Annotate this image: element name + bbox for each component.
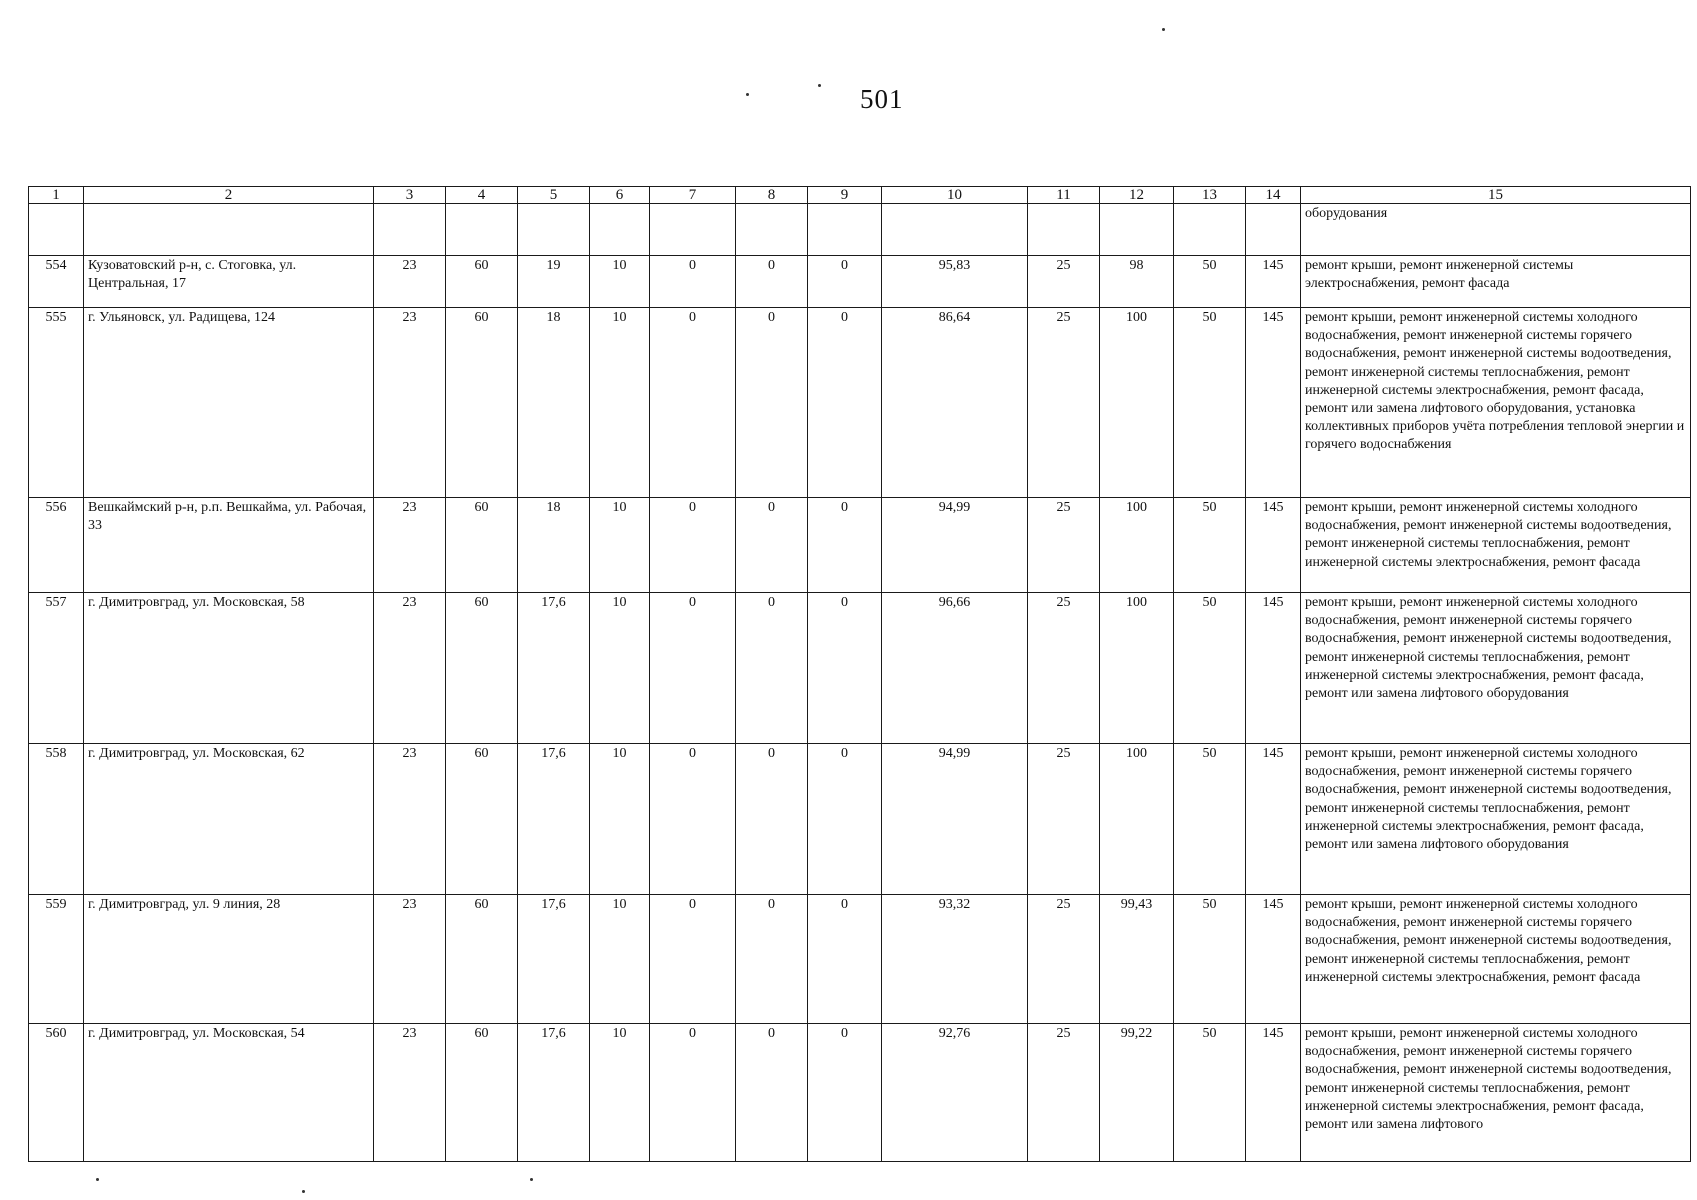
table-cell — [84, 204, 374, 256]
value-cell: 145 — [1246, 744, 1301, 895]
value-cell: 0 — [736, 256, 808, 308]
value-cell: 100 — [1100, 308, 1174, 498]
value-cell: 18 — [518, 308, 590, 498]
value-cell: 99,43 — [1100, 895, 1174, 1024]
table-row — [29, 1024, 1691, 1162]
table-row — [29, 895, 1691, 1024]
value-cell: 60 — [446, 744, 518, 895]
value-cell: 0 — [650, 256, 736, 308]
table-cell — [374, 204, 446, 256]
table-cell — [518, 204, 590, 256]
value-cell: 10 — [590, 1024, 650, 1162]
value-cell: 92,76 — [882, 1024, 1028, 1162]
table-cell — [736, 204, 808, 256]
value-cell: 86,64 — [882, 308, 1028, 498]
value-cell: 10 — [590, 308, 650, 498]
value-cell: 145 — [1246, 593, 1301, 744]
column-header: 3 — [374, 187, 446, 204]
value-cell: 98 — [1100, 256, 1174, 308]
value-cell: 0 — [736, 895, 808, 1024]
table-cell — [1028, 204, 1100, 256]
column-header: 15 — [1301, 187, 1691, 204]
scan-speck — [530, 1178, 533, 1181]
table-cell — [1174, 204, 1246, 256]
column-header: 6 — [590, 187, 650, 204]
value-cell: 50 — [1174, 1024, 1246, 1162]
value-cell: 10 — [590, 744, 650, 895]
value-cell: 0 — [650, 593, 736, 744]
address-cell: г. Димитровград, ул. Московская, 54 — [84, 1024, 374, 1162]
value-cell: 25 — [1028, 256, 1100, 308]
table-row — [29, 593, 1691, 744]
scan-speck — [1162, 28, 1165, 31]
value-cell: 60 — [446, 593, 518, 744]
table-cell — [650, 204, 736, 256]
value-cell: 17,6 — [518, 895, 590, 1024]
column-header: 1 — [29, 187, 84, 204]
table-cell — [1100, 204, 1174, 256]
value-cell: 0 — [736, 308, 808, 498]
table-cell — [1246, 204, 1301, 256]
works-cell: ремонт крыши, ремонт инженерной системы холодного водоснабжения, ремонт инженерной системы горячего водоснабжения, ремонт инженерной системы водоотведения, ремонт инженерной системы теплоснабжения, ремонт инженерной системы электроснабжения, ремонт фасада, ремонт или замена лифтового оборудования — [1301, 593, 1691, 744]
value-cell: 25 — [1028, 1024, 1100, 1162]
row-number-cell: 560 — [29, 1024, 84, 1162]
value-cell: 94,99 — [882, 744, 1028, 895]
value-cell: 0 — [650, 308, 736, 498]
address-cell: Вешкаймский р-н, р.п. Вешкайма, ул. Рабочая, 33 — [84, 498, 374, 593]
value-cell: 94,99 — [882, 498, 1028, 593]
column-header: 12 — [1100, 187, 1174, 204]
value-cell: 145 — [1246, 498, 1301, 593]
scan-speck — [746, 93, 749, 96]
value-cell: 17,6 — [518, 744, 590, 895]
value-cell: 23 — [374, 256, 446, 308]
value-cell: 25 — [1028, 308, 1100, 498]
row-number-cell: 554 — [29, 256, 84, 308]
value-cell: 23 — [374, 308, 446, 498]
value-cell: 60 — [446, 498, 518, 593]
works-cell: ремонт крыши, ремонт инженерной системы холодного водоснабжения, ремонт инженерной системы горячего водоснабжения, ремонт инженерной системы водоотведения, ремонт инженерной системы теплоснабжения, ремонт инженерной системы электроснабжения, ремонт фасада — [1301, 895, 1691, 1024]
value-cell: 0 — [808, 744, 882, 895]
value-cell: 0 — [808, 256, 882, 308]
value-cell: 23 — [374, 744, 446, 895]
row-number-cell: 557 — [29, 593, 84, 744]
works-cell: ремонт крыши, ремонт инженерной системы холодного водоснабжения, ремонт инженерной системы горячего водоснабжения, ремонт инженерной системы водоотведения, ремонт инженерной системы теплоснабжения, ремонт инженерной системы электроснабжения, ремонт фасада, ремонт или замена лифтового — [1301, 1024, 1691, 1162]
address-cell: Кузоватовский р-н, с. Стоговка, ул. Центральная, 17 — [84, 256, 374, 308]
value-cell: 0 — [650, 1024, 736, 1162]
value-cell: 145 — [1246, 308, 1301, 498]
value-cell: 93,32 — [882, 895, 1028, 1024]
column-header: 14 — [1246, 187, 1301, 204]
address-cell: г. Димитровград, ул. Московская, 62 — [84, 744, 374, 895]
value-cell: 96,66 — [882, 593, 1028, 744]
scan-speck — [818, 84, 821, 87]
column-header: 5 — [518, 187, 590, 204]
value-cell: 18 — [518, 498, 590, 593]
value-cell: 50 — [1174, 498, 1246, 593]
works-cell: оборудования — [1301, 204, 1691, 256]
value-cell: 0 — [808, 1024, 882, 1162]
works-cell: ремонт крыши, ремонт инженерной системы холодного водоснабжения, ремонт инженерной системы горячего водоснабжения, ремонт инженерной системы водоотведения, ремонт инженерной системы теплоснабжения, ремонт инженерной системы электроснабжения, ремонт фасада, ремонт или замена лифтового оборудования, установка коллективных приборов учёта потребления тепловой энергии и горячего водоснабжения — [1301, 308, 1691, 498]
value-cell: 100 — [1100, 498, 1174, 593]
value-cell: 50 — [1174, 895, 1246, 1024]
table-row — [29, 308, 1691, 498]
table-cell — [882, 204, 1028, 256]
column-header: 8 — [736, 187, 808, 204]
value-cell: 145 — [1246, 1024, 1301, 1162]
value-cell: 25 — [1028, 498, 1100, 593]
value-cell: 99,22 — [1100, 1024, 1174, 1162]
address-cell: г. Ульяновск, ул. Радищева, 124 — [84, 308, 374, 498]
value-cell: 0 — [650, 744, 736, 895]
column-header: 9 — [808, 187, 882, 204]
table-cell — [446, 204, 518, 256]
value-cell: 60 — [446, 1024, 518, 1162]
value-cell: 10 — [590, 256, 650, 308]
value-cell: 0 — [650, 498, 736, 593]
value-cell: 95,83 — [882, 256, 1028, 308]
table-cell — [808, 204, 882, 256]
value-cell: 0 — [808, 593, 882, 744]
value-cell: 23 — [374, 593, 446, 744]
column-header: 11 — [1028, 187, 1100, 204]
value-cell: 19 — [518, 256, 590, 308]
table-cell — [590, 204, 650, 256]
capital-repair-table — [28, 186, 1691, 1162]
value-cell: 60 — [446, 256, 518, 308]
scan-speck — [302, 1190, 305, 1193]
row-number-cell: 555 — [29, 308, 84, 498]
value-cell: 50 — [1174, 308, 1246, 498]
value-cell: 10 — [590, 593, 650, 744]
value-cell: 23 — [374, 1024, 446, 1162]
column-header: 4 — [446, 187, 518, 204]
scan-speck — [96, 1178, 99, 1181]
table-body — [29, 187, 1691, 1162]
row-number-cell: 558 — [29, 744, 84, 895]
value-cell: 17,6 — [518, 1024, 590, 1162]
works-cell: ремонт крыши, ремонт инженерной системы холодного водоснабжения, ремонт инженерной системы водоотведения, ремонт инженерной системы теплоснабжения, ремонт инженерной системы электроснабжения, ремонт фасада — [1301, 498, 1691, 593]
column-header: 2 — [84, 187, 374, 204]
column-header: 10 — [882, 187, 1028, 204]
works-cell: ремонт крыши, ремонт инженерной системы электроснабжения, ремонт фасада — [1301, 256, 1691, 308]
value-cell: 10 — [590, 895, 650, 1024]
address-cell: г. Димитровград, ул. Московская, 58 — [84, 593, 374, 744]
value-cell: 0 — [736, 744, 808, 895]
value-cell: 0 — [736, 593, 808, 744]
value-cell: 0 — [808, 895, 882, 1024]
value-cell: 100 — [1100, 744, 1174, 895]
value-cell: 25 — [1028, 895, 1100, 1024]
table-cell — [29, 204, 84, 256]
value-cell: 25 — [1028, 744, 1100, 895]
value-cell: 0 — [808, 498, 882, 593]
value-cell: 50 — [1174, 744, 1246, 895]
works-cell: ремонт крыши, ремонт инженерной системы холодного водоснабжения, ремонт инженерной системы горячего водоснабжения, ремонт инженерной системы водоотведения, ремонт инженерной системы теплоснабжения, ремонт инженерной системы электроснабжения, ремонт фасада, ремонт или замена лифтового оборудования — [1301, 744, 1691, 895]
address-cell: г. Димитровград, ул. 9 линия, 28 — [84, 895, 374, 1024]
value-cell: 60 — [446, 895, 518, 1024]
value-cell: 50 — [1174, 256, 1246, 308]
value-cell: 23 — [374, 498, 446, 593]
column-header-row — [29, 187, 1691, 204]
table-row — [29, 498, 1691, 593]
table-row — [29, 744, 1691, 895]
value-cell: 17,6 — [518, 593, 590, 744]
value-cell: 100 — [1100, 593, 1174, 744]
value-cell: 10 — [590, 498, 650, 593]
continuation-row — [29, 204, 1691, 256]
value-cell: 25 — [1028, 593, 1100, 744]
column-header: 13 — [1174, 187, 1246, 204]
value-cell: 0 — [736, 1024, 808, 1162]
value-cell: 0 — [808, 308, 882, 498]
value-cell: 50 — [1174, 593, 1246, 744]
value-cell: 60 — [446, 308, 518, 498]
value-cell: 145 — [1246, 256, 1301, 308]
table-row — [29, 256, 1691, 308]
row-number-cell: 556 — [29, 498, 84, 593]
value-cell: 23 — [374, 895, 446, 1024]
column-header: 7 — [650, 187, 736, 204]
value-cell: 0 — [736, 498, 808, 593]
value-cell: 145 — [1246, 895, 1301, 1024]
page-number: 501 — [860, 84, 904, 114]
value-cell: 0 — [650, 895, 736, 1024]
row-number-cell: 559 — [29, 895, 84, 1024]
